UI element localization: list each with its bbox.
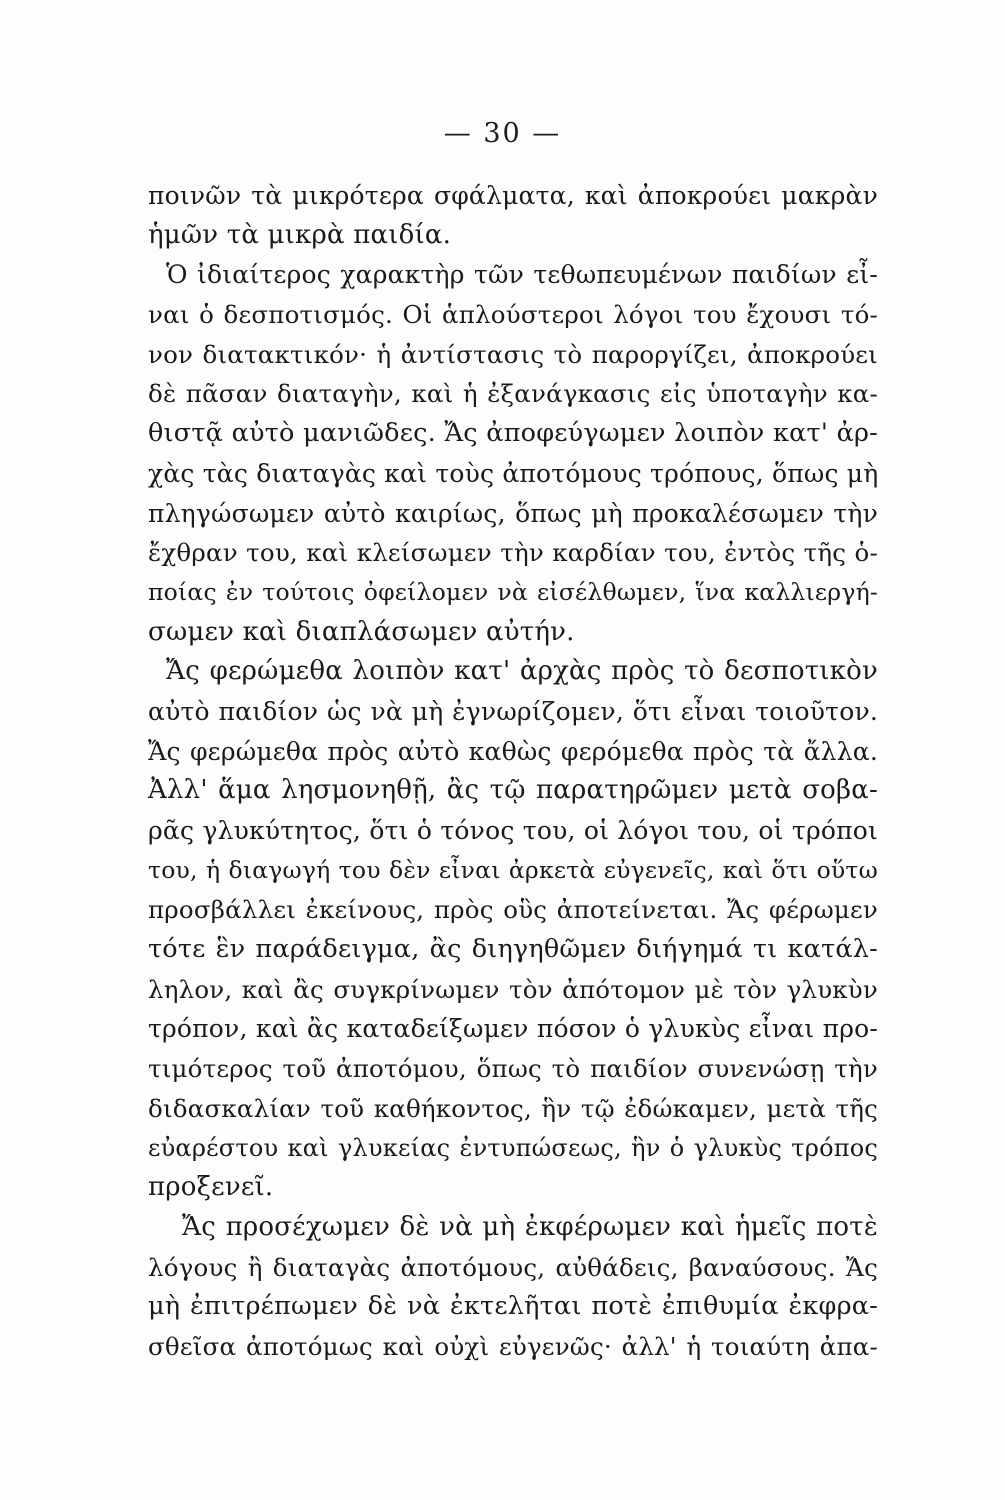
text-line: πληγώσωμεν αὐτὸ καιρίως, ὅπως μὴ προκαλέσωμεν τὴν [148, 498, 878, 528]
text-line: ἡμῶν τὰ μικρὰ παιδία. [148, 219, 452, 250]
text-line: ρᾶς γλυκύτητος, ὅτι ὁ τόνος του, οἱ λόγοι του, οἱ τρόποι [148, 816, 878, 845]
text-line: ποινῶν τὰ μικρότερα σφάλματα, καὶ ἀποκρούει μακρὰν [148, 181, 878, 210]
text-line: Ὁ ἰδιαίτερος χαρακτὴρ τῶν τεθωπευμένων παιδίων εἶ- [166, 260, 878, 290]
text-line: ἔχθραν του, καὶ κλείσωμεν τὴν καρδίαν του, ἐντὸς τῆς ὁ- [148, 538, 878, 568]
text-line: διδασκαλίαν τοῦ καθήκοντος, ἣν τῷ ἐδώκαμεν, μετὰ τῆς [148, 1093, 878, 1123]
text-line: εὐαρέστου καὶ γλυκείας ἐντυπώσεως, ἣν ὁ γλυκὺς τρόπος [148, 1133, 878, 1162]
text-line: χὰς τὰς διαταγὰς καὶ τοὺς ἀποτόμους τρόπους, ὅπως μὴ [148, 458, 879, 488]
text-line: ναι ὁ δεσποτισμός. Οἱ ἁπλούστεροι λόγοι του ἔχουσι τό- [148, 300, 878, 330]
text-line: τιμότερος τοῦ ἀποτόμου, ὅπως τὸ παιδίον συνενώσῃ τὴν [148, 1054, 878, 1084]
text-line: Ἄς προσέχωμεν δὲ νὰ μὴ ἐκφέρωμεν καὶ ἡμεῖς ποτὲ [182, 1211, 878, 1242]
text-line: προξενεῖ. [148, 1172, 274, 1203]
text-line: θιστᾷ αὐτὸ μανιῶδες. Ἄς ἀποφεύγωμεν λοιπὸν κατ' ἀρ- [148, 418, 878, 449]
text-line: δὲ πᾶσαν διαταγὴν, καὶ ἡ ἐξανάγκασις εἰς ὑποταγὴν κα- [148, 379, 878, 409]
text-line: σωμεν καὶ διαπλάσωμεν αὐτήν. [148, 616, 575, 647]
text-line: του, ἡ διαγωγή του δὲν εἶναι ἀρκετὰ εὐγενεῖς, καὶ ὅτι οὕτω [148, 855, 878, 884]
text-line: τρόπον, καὶ ἂς καταδείξωμεν πόσον ὁ γλυκὺς εἶναι προ- [148, 1014, 878, 1044]
text-line: ποίας ἐν τούτοις ὀφείλομεν νὰ εἰσέλθωμεν, ἵνα καλλιεργή- [148, 577, 878, 606]
text-line: Ἀλλ' ἅμα λησμονηθῇ, ἂς τῷ παρατηρῶμεν μετὰ σοβα- [148, 775, 878, 806]
text-line: ληλον, καὶ ἂς συγκρίνωμεν τὸν ἀπότομον μὲ τὸν γλυκὺν [148, 974, 878, 1004]
text-line: μὴ ἐπιτρέπωμεν δὲ νὰ ἐκτελῆται ποτὲ ἐπιθυμία ἐκφρα- [148, 1291, 878, 1322]
page-number: — 30 — [443, 118, 562, 149]
text-line: νον διατακτικόν· ἡ ἀντίστασις τὸ παροργίζει, ἀποκρούει [148, 339, 878, 369]
text-line: λόγους ἢ διαταγὰς ἀποτόμους, αὐθάδεις, βαναύσους. Ἄς [148, 1252, 878, 1282]
text-line: σθεῖσα ἀποτόμως καὶ οὐχὶ εὐγενῶς· ἀλλ' ἡ τοιαύτη ἀπα- [148, 1331, 878, 1361]
body-text [148, 176, 878, 1367]
text-line: τότε ἓν παράδειγμα, ἂς διηγηθῶμεν διήγημά τι κατάλ- [148, 934, 878, 965]
text-line: Ἄς φερώμεθα πρὸς αὐτὸ καθὼς φερόμεθα πρὸς τὰ ἄλλα. [148, 736, 878, 766]
text-line: Ἄς φερώμεθα λοιπὸν κατ' ἀρχὰς πρὸς τὸ δεσποτικὸν [166, 656, 878, 687]
text-line: προσβάλλει ἐκείνους, πρὸς οὓς ἀποτείνεται. Ἄς φέρωμεν [148, 895, 878, 925]
text-line: αὐτὸ παιδίον ὡς νὰ μὴ ἐγνωρίζομεν, ὅτι εἶναι τοιοῦτον. [148, 696, 878, 726]
